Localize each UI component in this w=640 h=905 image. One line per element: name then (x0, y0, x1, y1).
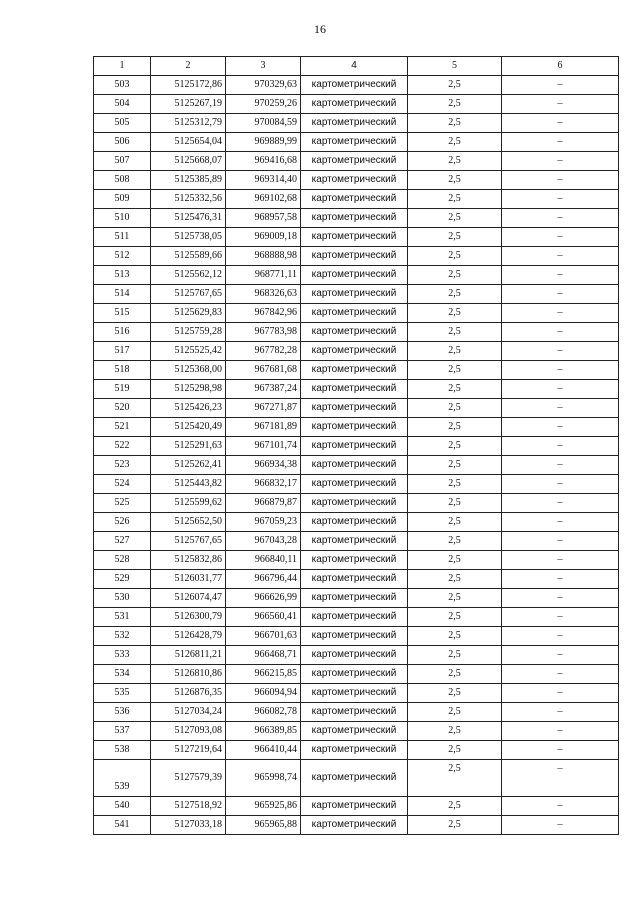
y-coordinate-cell: 969314,40 (226, 171, 301, 190)
header-cell-1: 1 (94, 57, 151, 76)
point-number-cell: 510 (94, 209, 151, 228)
table-row (94, 399, 619, 418)
accuracy-cell: 2,5 (408, 797, 502, 816)
y-coordinate-cell: 967681,68 (226, 361, 301, 380)
x-coordinate-cell: 5126428,79 (151, 627, 226, 646)
method-cell: картометрический (301, 741, 408, 760)
accuracy-cell: 2,5 (408, 741, 502, 760)
note-cell: – (502, 171, 619, 190)
method-cell: картометрический (301, 152, 408, 171)
y-coordinate-cell: 967181,89 (226, 418, 301, 437)
accuracy-cell: 2,5 (408, 703, 502, 722)
table-row (94, 380, 619, 399)
table-row (94, 228, 619, 247)
accuracy-cell: 2,5 (408, 551, 502, 570)
method-cell: картометрический (301, 342, 408, 361)
point-number-cell: 512 (94, 247, 151, 266)
point-number-cell: 517 (94, 342, 151, 361)
y-coordinate-cell: 969889,99 (226, 133, 301, 152)
coordinates-table-body (94, 57, 619, 835)
point-number-cell: 505 (94, 114, 151, 133)
note-cell: – (502, 532, 619, 551)
note-cell: – (502, 703, 619, 722)
point-number-cell: 516 (94, 323, 151, 342)
accuracy-cell: 2,5 (408, 209, 502, 228)
accuracy-cell: 2,5 (408, 608, 502, 627)
table-row (94, 342, 619, 361)
table-row (94, 627, 619, 646)
note-cell: – (502, 399, 619, 418)
note-cell: – (502, 323, 619, 342)
accuracy-cell: 2,5 (408, 95, 502, 114)
note-cell: – (502, 228, 619, 247)
accuracy-cell: 2,5 (408, 323, 502, 342)
point-number-cell: 521 (94, 418, 151, 437)
table-header-row (94, 57, 619, 76)
y-coordinate-cell: 967101,74 (226, 437, 301, 456)
note-cell: – (502, 608, 619, 627)
accuracy-cell: 2,5 (408, 722, 502, 741)
x-coordinate-cell: 5127579,39 (151, 760, 226, 797)
point-number-cell: 522 (94, 437, 151, 456)
point-number-cell: 532 (94, 627, 151, 646)
x-coordinate-cell: 5125525,42 (151, 342, 226, 361)
x-coordinate-cell: 5125476,31 (151, 209, 226, 228)
note-cell: – (502, 209, 619, 228)
note-cell: – (502, 513, 619, 532)
table-row (94, 361, 619, 380)
table-row (94, 114, 619, 133)
point-number-cell: 538 (94, 741, 151, 760)
note-cell: – (502, 627, 619, 646)
y-coordinate-cell: 967783,98 (226, 323, 301, 342)
method-cell: картометрический (301, 760, 408, 797)
accuracy-cell: 2,5 (408, 665, 502, 684)
note-cell: – (502, 494, 619, 513)
table-row (94, 133, 619, 152)
header-cell-2: 2 (151, 57, 226, 76)
note-cell: – (502, 133, 619, 152)
x-coordinate-cell: 5125291,63 (151, 437, 226, 456)
y-coordinate-cell: 966840,11 (226, 551, 301, 570)
x-coordinate-cell: 5125312,79 (151, 114, 226, 133)
point-number-cell: 540 (94, 797, 151, 816)
method-cell: картометрический (301, 456, 408, 475)
note-cell: – (502, 551, 619, 570)
y-coordinate-cell: 968957,58 (226, 209, 301, 228)
method-cell: картометрический (301, 304, 408, 323)
point-number-cell: 509 (94, 190, 151, 209)
method-cell: картометрический (301, 437, 408, 456)
note-cell: – (502, 76, 619, 95)
x-coordinate-cell: 5125262,41 (151, 456, 226, 475)
page-number: 16 (314, 22, 326, 36)
x-coordinate-cell: 5126074,47 (151, 589, 226, 608)
method-cell: картометрический (301, 722, 408, 741)
accuracy-cell: 2,5 (408, 589, 502, 608)
note-cell: – (502, 722, 619, 741)
accuracy-cell: 2,5 (408, 266, 502, 285)
accuracy-cell: 2,5 (408, 304, 502, 323)
method-cell: картометрический (301, 703, 408, 722)
method-cell: картометрический (301, 646, 408, 665)
y-coordinate-cell: 966796,44 (226, 570, 301, 589)
y-coordinate-cell: 966560,41 (226, 608, 301, 627)
x-coordinate-cell: 5125172,86 (151, 76, 226, 95)
coordinates-table (93, 56, 619, 835)
method-cell: картометрический (301, 114, 408, 133)
table-row (94, 418, 619, 437)
table-row (94, 475, 619, 494)
y-coordinate-cell: 966626,99 (226, 589, 301, 608)
accuracy-cell: 2,5 (408, 133, 502, 152)
accuracy-cell: 2,5 (408, 361, 502, 380)
table-row (94, 95, 619, 114)
point-number-cell: 523 (94, 456, 151, 475)
point-number-cell: 504 (94, 95, 151, 114)
y-coordinate-cell: 967842,96 (226, 304, 301, 323)
method-cell: картометрический (301, 228, 408, 247)
header-cell-6: 6 (502, 57, 619, 76)
header-cell-3: 3 (226, 57, 301, 76)
accuracy-cell: 2,5 (408, 285, 502, 304)
note-cell: – (502, 247, 619, 266)
note-cell: – (502, 418, 619, 437)
note-cell: – (502, 816, 619, 835)
x-coordinate-cell: 5126810,86 (151, 665, 226, 684)
y-coordinate-cell: 967059,23 (226, 513, 301, 532)
y-coordinate-cell: 967043,28 (226, 532, 301, 551)
point-number-cell: 525 (94, 494, 151, 513)
x-coordinate-cell: 5125629,83 (151, 304, 226, 323)
x-coordinate-cell: 5126811,21 (151, 646, 226, 665)
accuracy-cell: 2,5 (408, 475, 502, 494)
method-cell: картометрический (301, 513, 408, 532)
point-number-cell: 535 (94, 684, 151, 703)
x-coordinate-cell: 5126300,79 (151, 608, 226, 627)
method-cell: картометрический (301, 133, 408, 152)
note-cell: – (502, 95, 619, 114)
y-coordinate-cell: 967782,28 (226, 342, 301, 361)
accuracy-cell: 2,5 (408, 399, 502, 418)
method-cell: картометрический (301, 589, 408, 608)
point-number-cell: 514 (94, 285, 151, 304)
point-number-cell: 503 (94, 76, 151, 95)
table-row (94, 608, 619, 627)
y-coordinate-cell: 969416,68 (226, 152, 301, 171)
y-coordinate-cell: 965965,88 (226, 816, 301, 835)
point-number-cell: 533 (94, 646, 151, 665)
method-cell: картометрический (301, 95, 408, 114)
point-number-cell: 520 (94, 399, 151, 418)
x-coordinate-cell: 5125832,86 (151, 551, 226, 570)
table-row (94, 76, 619, 95)
point-number-cell: 524 (94, 475, 151, 494)
note-cell: – (502, 456, 619, 475)
method-cell: картометрический (301, 627, 408, 646)
x-coordinate-cell: 5125562,12 (151, 266, 226, 285)
accuracy-cell: 2,5 (408, 816, 502, 835)
method-cell: картометрический (301, 361, 408, 380)
y-coordinate-cell: 965925,86 (226, 797, 301, 816)
method-cell: картометрический (301, 76, 408, 95)
x-coordinate-cell: 5127518,92 (151, 797, 226, 816)
method-cell: картометрический (301, 494, 408, 513)
table-row (94, 665, 619, 684)
method-cell: картометрический (301, 266, 408, 285)
table-row (94, 209, 619, 228)
y-coordinate-cell: 968888,98 (226, 247, 301, 266)
table-row (94, 247, 619, 266)
y-coordinate-cell: 970259,26 (226, 95, 301, 114)
point-number-cell: 536 (94, 703, 151, 722)
note-cell: – (502, 285, 619, 304)
header-cell-5: 5 (408, 57, 502, 76)
table-row (94, 513, 619, 532)
y-coordinate-cell: 966094,94 (226, 684, 301, 703)
method-cell: картометрический (301, 190, 408, 209)
table-row (94, 570, 619, 589)
method-cell: картометрический (301, 797, 408, 816)
method-cell: картометрический (301, 684, 408, 703)
accuracy-cell: 2,5 (408, 494, 502, 513)
x-coordinate-cell: 5125767,65 (151, 532, 226, 551)
method-cell: картометрический (301, 816, 408, 835)
method-cell: картометрический (301, 665, 408, 684)
x-coordinate-cell: 5125589,66 (151, 247, 226, 266)
method-cell: картометрический (301, 418, 408, 437)
y-coordinate-cell: 966389,85 (226, 722, 301, 741)
accuracy-cell: 2,5 (408, 76, 502, 95)
accuracy-cell: 2,5 (408, 760, 502, 797)
x-coordinate-cell: 5125426,23 (151, 399, 226, 418)
table-row (94, 532, 619, 551)
table-row (94, 797, 619, 816)
method-cell: картометрический (301, 247, 408, 266)
x-coordinate-cell: 5125759,28 (151, 323, 226, 342)
table-row (94, 323, 619, 342)
x-coordinate-cell: 5125668,07 (151, 152, 226, 171)
method-cell: картометрический (301, 475, 408, 494)
table-row (94, 684, 619, 703)
note-cell: – (502, 152, 619, 171)
table-row (94, 760, 619, 797)
note-cell: – (502, 380, 619, 399)
table-row (94, 816, 619, 835)
note-cell: – (502, 665, 619, 684)
x-coordinate-cell: 5127034,24 (151, 703, 226, 722)
y-coordinate-cell: 967387,24 (226, 380, 301, 399)
accuracy-cell: 2,5 (408, 513, 502, 532)
note-cell: – (502, 437, 619, 456)
x-coordinate-cell: 5125385,89 (151, 171, 226, 190)
method-cell: картометрический (301, 608, 408, 627)
note-cell: – (502, 114, 619, 133)
note-cell: – (502, 741, 619, 760)
y-coordinate-cell: 966082,78 (226, 703, 301, 722)
header-cell-4: 4 (301, 57, 408, 76)
point-number-cell: 537 (94, 722, 151, 741)
x-coordinate-cell: 5125298,98 (151, 380, 226, 399)
point-number-cell: 541 (94, 816, 151, 835)
table-row (94, 722, 619, 741)
method-cell: картометрический (301, 209, 408, 228)
note-cell: – (502, 797, 619, 816)
point-number-cell: 519 (94, 380, 151, 399)
y-coordinate-cell: 965998,74 (226, 760, 301, 797)
table-row (94, 437, 619, 456)
table-row (94, 171, 619, 190)
table-row (94, 494, 619, 513)
method-cell: картометрический (301, 570, 408, 589)
point-number-cell: 513 (94, 266, 151, 285)
accuracy-cell: 2,5 (408, 152, 502, 171)
x-coordinate-cell: 5125332,56 (151, 190, 226, 209)
x-coordinate-cell: 5127033,18 (151, 816, 226, 835)
table-row (94, 304, 619, 323)
accuracy-cell: 2,5 (408, 437, 502, 456)
x-coordinate-cell: 5125368,00 (151, 361, 226, 380)
y-coordinate-cell: 966879,87 (226, 494, 301, 513)
y-coordinate-cell: 966215,85 (226, 665, 301, 684)
note-cell: – (502, 304, 619, 323)
table-row (94, 589, 619, 608)
point-number-cell: 518 (94, 361, 151, 380)
accuracy-cell: 2,5 (408, 171, 502, 190)
x-coordinate-cell: 5125652,50 (151, 513, 226, 532)
x-coordinate-cell: 5127219,64 (151, 741, 226, 760)
note-cell: – (502, 646, 619, 665)
accuracy-cell: 2,5 (408, 532, 502, 551)
x-coordinate-cell: 5127093,08 (151, 722, 226, 741)
table-row (94, 741, 619, 760)
note-cell: – (502, 589, 619, 608)
x-coordinate-cell: 5125267,19 (151, 95, 226, 114)
point-number-cell: 529 (94, 570, 151, 589)
y-coordinate-cell: 966832,17 (226, 475, 301, 494)
y-coordinate-cell: 970084,59 (226, 114, 301, 133)
accuracy-cell: 2,5 (408, 570, 502, 589)
table-row (94, 190, 619, 209)
accuracy-cell: 2,5 (408, 228, 502, 247)
note-cell: – (502, 760, 619, 797)
method-cell: картометрический (301, 532, 408, 551)
accuracy-cell: 2,5 (408, 247, 502, 266)
method-cell: картометрический (301, 171, 408, 190)
table-row (94, 285, 619, 304)
table-row (94, 266, 619, 285)
point-number-cell: 528 (94, 551, 151, 570)
point-number-cell: 515 (94, 304, 151, 323)
table-row (94, 551, 619, 570)
accuracy-cell: 2,5 (408, 380, 502, 399)
y-coordinate-cell: 966934,38 (226, 456, 301, 475)
point-number-cell: 527 (94, 532, 151, 551)
note-cell: – (502, 475, 619, 494)
point-number-cell: 526 (94, 513, 151, 532)
accuracy-cell: 2,5 (408, 646, 502, 665)
y-coordinate-cell: 966468,71 (226, 646, 301, 665)
x-coordinate-cell: 5125738,05 (151, 228, 226, 247)
point-number-cell: 534 (94, 665, 151, 684)
accuracy-cell: 2,5 (408, 627, 502, 646)
point-number-cell: 531 (94, 608, 151, 627)
accuracy-cell: 2,5 (408, 114, 502, 133)
point-number-cell: 508 (94, 171, 151, 190)
accuracy-cell: 2,5 (408, 342, 502, 361)
y-coordinate-cell: 969009,18 (226, 228, 301, 247)
y-coordinate-cell: 970329,63 (226, 76, 301, 95)
table-row (94, 703, 619, 722)
x-coordinate-cell: 5125599,62 (151, 494, 226, 513)
accuracy-cell: 2,5 (408, 190, 502, 209)
y-coordinate-cell: 966701,63 (226, 627, 301, 646)
note-cell: – (502, 570, 619, 589)
table-row (94, 456, 619, 475)
note-cell: – (502, 190, 619, 209)
table-row (94, 152, 619, 171)
note-cell: – (502, 266, 619, 285)
y-coordinate-cell: 968771,11 (226, 266, 301, 285)
note-cell: – (502, 342, 619, 361)
accuracy-cell: 2,5 (408, 684, 502, 703)
y-coordinate-cell: 969102,68 (226, 190, 301, 209)
method-cell: картометрический (301, 551, 408, 570)
method-cell: картометрический (301, 399, 408, 418)
note-cell: – (502, 684, 619, 703)
x-coordinate-cell: 5125767,65 (151, 285, 226, 304)
point-number-cell: 530 (94, 589, 151, 608)
note-cell: – (502, 361, 619, 380)
x-coordinate-cell: 5125420,49 (151, 418, 226, 437)
accuracy-cell: 2,5 (408, 456, 502, 475)
y-coordinate-cell: 968326,63 (226, 285, 301, 304)
y-coordinate-cell: 966410,44 (226, 741, 301, 760)
table-row (94, 646, 619, 665)
x-coordinate-cell: 5126031,77 (151, 570, 226, 589)
point-number-cell: 539 (94, 760, 151, 797)
x-coordinate-cell: 5125443,82 (151, 475, 226, 494)
method-cell: картометрический (301, 285, 408, 304)
point-number-cell: 511 (94, 228, 151, 247)
point-number-cell: 506 (94, 133, 151, 152)
x-coordinate-cell: 5125654,04 (151, 133, 226, 152)
method-cell: картометрический (301, 380, 408, 399)
method-cell: картометрический (301, 323, 408, 342)
accuracy-cell: 2,5 (408, 418, 502, 437)
y-coordinate-cell: 967271,87 (226, 399, 301, 418)
point-number-cell: 507 (94, 152, 151, 171)
x-coordinate-cell: 5126876,35 (151, 684, 226, 703)
